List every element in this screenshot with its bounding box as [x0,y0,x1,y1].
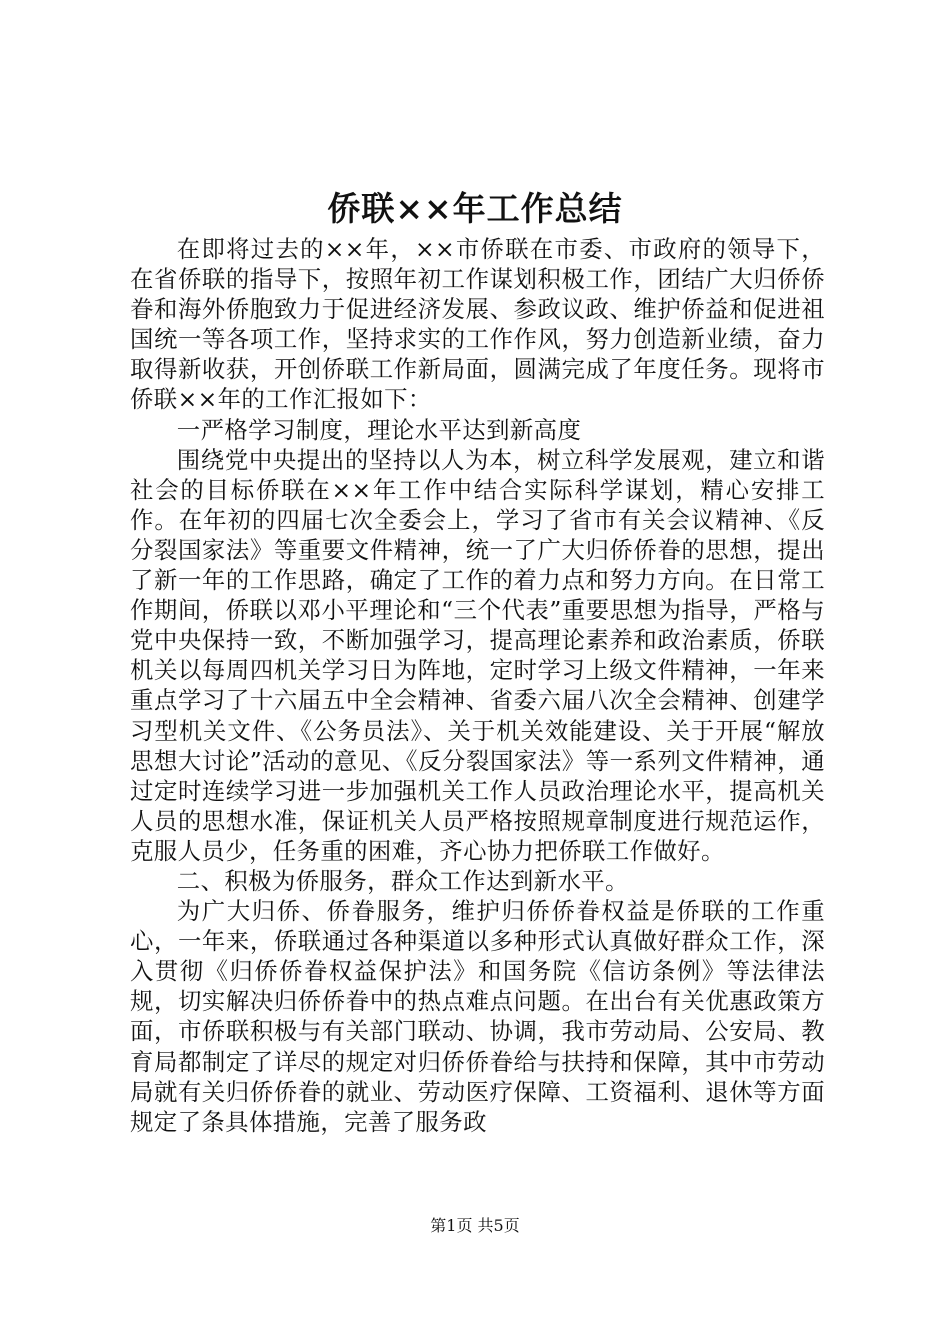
document-title: 侨联××年工作总结 [327,189,623,228]
section-paragraph-2: 为广大归侨、侨眷服务，维护归侨侨眷权益是侨联的工作重心，一年来，侨联通过各种渠道以多种形式认真做好群众工作，深入贯彻《归侨侨眷权益保护法》和国务院《信访条例》等法律法规，切实解决归侨侨眷中的热点难点问题。在出台有关优惠政策方面，市侨联积极与有关部门联动、协调，我市劳动局、公安局、教育局都制定了详尽的规定对归侨侨眷给与扶持和保障，其中市劳动局就有关归侨侨眷的就业、劳动医疗保障、工资福利、退休等方面规定了条具体措施，完善了服务政 [130,897,825,1136]
section-heading-1: 一严格学习制度，理论水平达到新高度 [176,415,582,444]
intro-paragraph: 在即将过去的××年，××市侨联在市委、市政府的领导下，在省侨联的指导下，按照年初工作谋划积极工作，团结广大归侨侨眷和海外侨胞致力于促进经济发展、参政议政、维护侨益和促进祖国统一等各项工作，坚持求实的工作作风，努力创造新业绩，奋力取得新收获，开创侨联工作新局面，圆满完成了年度任务。现将市侨联××年的工作汇报如下： [130,235,825,414]
page-footer: 第1页 共5页 [430,1216,520,1235]
section-paragraph-1: 围绕党中央提出的坚持以人为本，树立科学发展观，建立和谐社会的目标侨联在××年工作中结合实际科学谋划，精心安排工作。在年初的四届七次全委会上，学习了省市有关会议精神、《反分裂国家法》等重要文件精神，统一了广大归侨侨眷的思想，提出了新一年的工作思路，确定了工作的着力点和努力方向。在日常工作期间，侨联以邓小平理论和“三个代表”重要思想为指导，严格与党中央保持一致，不断加强学习，提高理论素养和政治素质，侨联机关以每周四机关学习日为阵地，定时学习上级文件精神，一年来重点学习了十六届五中全会精神、省委六届八次全会精神、创建学习型机关文件、《公务员法》、关于机关效能建设、关于开展“解放思想大讨论”活动的意见、《反分裂国家法》等一系列文件精神，通过定时连续学习进一步加强机关工作人员政治理论水平，提高机关人员的思想水准，保证机关人员严格按照规章制度进行规范运作，克服人员少，任务重的困难，齐心协力把侨联工作做好。 [130,445,825,865]
section-heading-2: 二、积极为侨服务，群众工作达到新水平。 [176,866,629,895]
document-body [130,234,825,1137]
